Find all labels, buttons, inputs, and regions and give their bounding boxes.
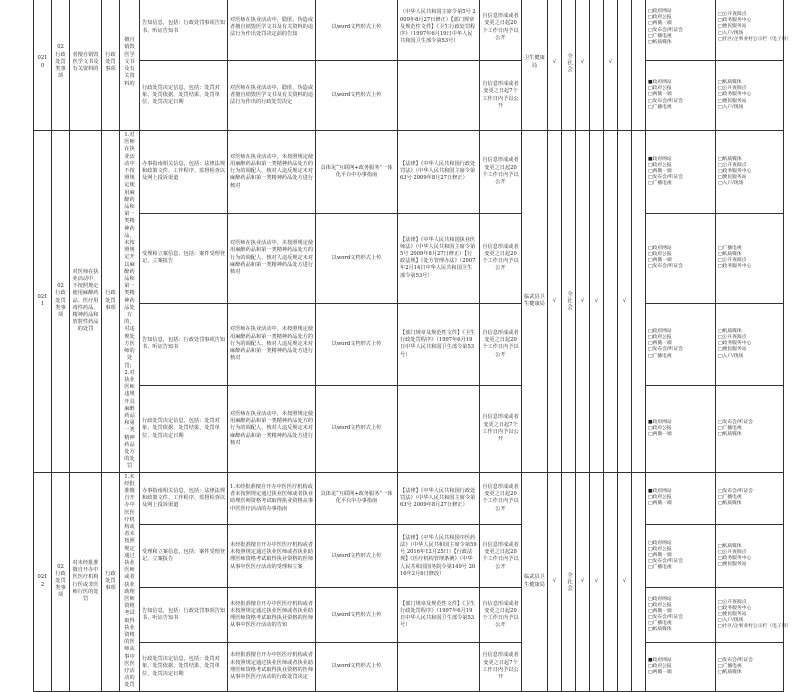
check-mark: √ bbox=[590, 131, 604, 473]
item-subtitle: 1.对医师在执业活动中不按照规定使用麻醉药品和第一类精神药品，未按照规定开具麻醉药品和第一类精神药品处方的，对违规处方医师的处罚；2.对执业医师违规开具麻醉药品和第一类精神药品处方的处罚 bbox=[120, 131, 140, 473]
channel-option: □政府网站 bbox=[648, 245, 672, 251]
channel-option: □入户/现场 bbox=[718, 104, 744, 110]
basis-cell: 对医师在执业活动中，未按照规定使用麻醉药品和第一类精神药品处方的行为的调配人、核对人违反规定未对麻醉药品和第一类精神药品处方进行核对 bbox=[228, 386, 316, 472]
law-cell bbox=[398, 643, 480, 691]
basis-cell: 对医师在执业活动中，未按照规定使用麻醉药品和第一类精神药品处方的行为的调配人、核对人违反规定未对麻醉药品和第一类精神药品处方进行核对 bbox=[228, 303, 316, 386]
item-title: 者擅自销毁医学文书及有关资料的 bbox=[70, 0, 102, 131]
channel-option: □纸质媒体 bbox=[718, 669, 742, 675]
time-cell: 自信息形成或者变更之日起20个工作日内予以公开 bbox=[480, 472, 522, 525]
channel-option: ■政府网站 bbox=[648, 156, 672, 162]
channel-option: □广播电视 bbox=[648, 353, 672, 359]
channel-option: □发布会/听证会 bbox=[648, 98, 683, 104]
item-id: 0210 bbox=[34, 0, 52, 131]
channel-option: □广播电视 bbox=[648, 621, 672, 627]
channel-option: □发布会/听证会 bbox=[718, 657, 753, 663]
channel-option: □政务服务中心 bbox=[718, 556, 752, 562]
channel-list bbox=[716, 643, 784, 691]
channel-option: □政务服务中心 bbox=[718, 92, 752, 98]
channel-option: □政务服务中心 bbox=[718, 168, 752, 174]
check-mark: √ bbox=[548, 472, 562, 691]
target-label: 全社会 bbox=[566, 52, 573, 73]
time-cell: 自信息形成或者变更之日起20个工作日内予以公开 bbox=[480, 0, 522, 61]
channel-list bbox=[716, 213, 784, 303]
channel-option: □纸质媒体 bbox=[718, 156, 742, 162]
law-cell: 【法律】《中华人民共和国行政处罚法》（中华人民共和国主席令第63号 2009年8月27日修正） bbox=[398, 472, 480, 525]
check-mark: √ bbox=[576, 472, 590, 691]
item-category: 02 行政处罚类事项 bbox=[52, 472, 70, 691]
dept-cell: 卫生健康局 bbox=[522, 0, 548, 131]
channel-option: □公开查阅点 bbox=[718, 12, 747, 18]
channel-option: □政务服务中心 bbox=[718, 18, 752, 24]
channel-list bbox=[716, 588, 792, 643]
info-cell: 受理和立案信息，包括：案件受理登记、立案报告 bbox=[140, 213, 228, 303]
item-title: 对医师在执业活动中，不按照规定使用麻醉药品、医疗用毒性药品、精神药品和放射性药品的处罚 bbox=[70, 131, 102, 473]
channel-option: □两微一端 bbox=[648, 609, 672, 615]
channel-option: □政府公报 bbox=[648, 547, 672, 553]
channel-option: □两微一端 bbox=[648, 669, 672, 675]
empty-cell bbox=[632, 131, 646, 473]
empty-cell bbox=[604, 472, 618, 691]
channel-option: □纸质媒体 bbox=[648, 39, 672, 45]
channel-option: □便民服务站 bbox=[718, 347, 747, 353]
info-cell: 告知信息，包括：行政处罚事项告知书、听证告知书 bbox=[140, 588, 228, 643]
channel-option: □政府网站 bbox=[648, 541, 672, 547]
law-cell: 【部门规章及规范性文件】《卫生行政处罚程序》（1997年6月19日中华人民共和国卫生部令第53号） bbox=[398, 588, 480, 643]
channel-option: □纸质媒体 bbox=[718, 501, 742, 507]
basis-cell: 对医师在执业活动中，未按照规定使用麻醉药品和第一类精神药品处方的行为的调配人、核对人违反规定未对麻醉药品和第一类精神药品处方进行核对 bbox=[228, 213, 316, 303]
info-cell: 办事指南相关信息，包括：法律法规和政策文件、工作程序、监督检查以及网上投诉渠道 bbox=[140, 472, 228, 525]
law-cell: （中华人民共和国主席令第5号 2009年8月27日修正）【部门规章及规范性文件】《卫生行政处罚程序》（1997年6月19日中华人民共和国卫生部令第53号） bbox=[398, 0, 480, 61]
channel-option: □公开查阅点 bbox=[718, 335, 747, 341]
info-cell: 告知信息，包括：行政处罚事项告知书、听证告知书 bbox=[140, 0, 228, 61]
info-cell: 受理和立案信息，包括：案件受理登记、立案报告 bbox=[140, 525, 228, 588]
form-cell: 具体见“互联网+政务服务”一体化平台中办事指南 bbox=[316, 131, 398, 214]
channel-option: □政务服务中心 bbox=[718, 264, 752, 270]
law-cell: 【法律】《中华人民共和国执业医师法》（中华人民共和国主席令第5号 2009年8月27日修正）【行政法规】《处方管理办法》（2007年2月14日中华人民共和国卫生部令第53号） bbox=[398, 213, 480, 303]
basis-cell: 对医师在执业活动中，隐匿、伪造或者擅自销毁医学文书及有关资料的违法行为作出的行政处罚决定 bbox=[228, 61, 316, 131]
channel-list bbox=[716, 472, 784, 525]
channel-list bbox=[646, 61, 716, 131]
channel-option: □便民服务站 bbox=[718, 562, 747, 568]
channel-option: □发布会/听证会 bbox=[648, 559, 683, 565]
form-cell: 以word文档形式上传 bbox=[316, 643, 398, 691]
item-type: 行政处罚事项 bbox=[102, 131, 120, 473]
channel-option: □两微一端 bbox=[648, 258, 672, 264]
form-cell: 具体见“互联网+政务服务”一体化平台中办事指南 bbox=[316, 472, 398, 525]
channel-option: □政府网站 bbox=[648, 9, 672, 15]
form-cell: 以word文档形式上传 bbox=[316, 61, 398, 131]
info-cell: 行政处罚决定信息，包括：处罚对象、处罚依据、处罚结果、处罚单位、处罚决定日期 bbox=[140, 386, 228, 472]
form-cell: 以word文档形式上传 bbox=[316, 0, 398, 61]
channel-option: □公开查阅点 bbox=[718, 162, 747, 168]
channel-option: □广播电视 bbox=[648, 104, 672, 110]
channel-option: □政府公报 bbox=[648, 252, 672, 258]
table-row bbox=[34, 386, 784, 472]
empty-cell bbox=[604, 131, 618, 473]
channel-option: □两微一端 bbox=[648, 92, 672, 98]
channel-option: ■政府网站 bbox=[648, 657, 672, 663]
channel-option: □纸质媒体 bbox=[718, 80, 742, 86]
channel-option: □公开查阅点 bbox=[718, 86, 747, 92]
channel-option: □政务服务中心 bbox=[718, 606, 752, 612]
time-cell: 自信息形成或者变更之日起7个工作日内予以公开 bbox=[480, 643, 522, 691]
channel-option: □政府公报 bbox=[648, 425, 672, 431]
form-cell: 以word文档形式上传 bbox=[316, 303, 398, 386]
channel-option: □公开查阅点 bbox=[718, 600, 747, 606]
channel-option: □广播电视 bbox=[648, 33, 672, 39]
channel-list bbox=[716, 386, 784, 472]
info-cell: 告知信息，包括：行政处罚事项告知书、听证告知书 bbox=[140, 303, 228, 386]
empty-cell bbox=[618, 0, 632, 131]
channel-option: □发布会/听证会 bbox=[718, 489, 753, 495]
law-cell bbox=[398, 386, 480, 472]
channel-option: □社区/企事业村公示栏（电子屏） bbox=[718, 36, 792, 42]
item-type: 行政处罚事项 bbox=[102, 0, 120, 131]
channel-option: □政府公报 bbox=[648, 15, 672, 21]
channel-option: □便民服务站 bbox=[718, 24, 747, 30]
check-mark: √ bbox=[548, 131, 562, 473]
time-cell: 自信息形成或者变更之日起20个工作日内予以公开 bbox=[480, 303, 522, 386]
channel-option: □发布会/听证会 bbox=[648, 615, 683, 621]
time-cell: 自信息形成或者变更之日起20个工作日内予以公开 bbox=[480, 131, 522, 214]
channel-option: □政府公报 bbox=[648, 86, 672, 92]
table-row bbox=[34, 588, 784, 643]
basis-cell: 未经批准擅自开办中医医疗机构或者未按照规定通过执业医师或者执业助理医师资格考试取得执业资格的医师从事中医医疗活动的受理和立案 bbox=[228, 525, 316, 588]
form-cell: 以word文档形式上传 bbox=[316, 525, 398, 588]
table-row bbox=[34, 643, 784, 691]
channel-option: □公开查阅点 bbox=[718, 550, 747, 556]
channel-option: ■政府网站 bbox=[648, 80, 672, 86]
channel-option: □两微一端 bbox=[648, 431, 672, 437]
check-mark: √ bbox=[548, 0, 562, 131]
basis-cell: 未经批准擅自开办中医医疗机构或者未按照规定通过执业医师或者执业助理医师资格考试取得执业资格的医师从事中医医疗活动的行政处罚决定 bbox=[228, 643, 316, 691]
check-mark: √ bbox=[590, 472, 604, 691]
channel-option: □广播电视 bbox=[718, 663, 742, 669]
info-cell: 办事指南相关信息，包括：法律法规和政策文件、工作程序、监督检查以及网上投诉渠道 bbox=[140, 131, 228, 214]
channel-option: □公开查阅点 bbox=[718, 258, 747, 264]
channel-option: □广播电视 bbox=[718, 245, 742, 251]
channel-option: □纸质媒体 bbox=[648, 627, 672, 633]
time-cell: 自信息形成或者变更之日起20个工作日内予以公开 bbox=[480, 588, 522, 643]
channel-list bbox=[646, 303, 716, 386]
item-id: 0211 bbox=[34, 131, 52, 473]
channel-option: □入户/现场 bbox=[718, 180, 744, 186]
channel-option: □政府网站 bbox=[648, 329, 672, 335]
channel-list bbox=[716, 131, 784, 214]
target-cell bbox=[562, 0, 576, 131]
table-row bbox=[34, 0, 784, 61]
channel-list bbox=[646, 643, 716, 691]
table-row bbox=[34, 525, 784, 588]
channel-option: □入户/现场 bbox=[718, 618, 744, 624]
channel-list bbox=[716, 0, 792, 61]
table-row bbox=[34, 303, 784, 386]
info-cell: 行政处罚决定信息，包括：处罚对象、处罚依据、处罚结果、处罚单位、处罚决定日期 bbox=[140, 61, 228, 131]
form-cell: 以word文档形式上传 bbox=[316, 386, 398, 472]
item-subtitle: 擅自销毁医学文书及有关资料的 bbox=[120, 0, 140, 131]
channel-option: □纸质媒体 bbox=[718, 329, 742, 335]
channel-list bbox=[646, 131, 716, 214]
channel-option: ■政府网站 bbox=[648, 489, 672, 495]
item-category: 02 行政处罚类事项 bbox=[52, 131, 70, 473]
channel-option: □社区/企事业村公示栏（电子屏） bbox=[718, 624, 792, 630]
channel-option: □广播电视 bbox=[648, 565, 672, 571]
channel-list bbox=[646, 472, 716, 525]
form-cell: 以word文档形式上传 bbox=[316, 588, 398, 643]
item-subtitle: 1.未经批准擅自开办中医医疗机构或者未按照规定通过执业医师或者执业助理医师资格考试取得执业资格的医师从事中医医疗活动的处罚 bbox=[120, 472, 140, 691]
channel-option: □政府公报 bbox=[648, 495, 672, 501]
check-mark: √ bbox=[576, 0, 590, 131]
channel-option: □发布会/听证会 bbox=[648, 27, 683, 33]
channel-option: □政府网站 bbox=[648, 596, 672, 602]
table-row bbox=[34, 213, 784, 303]
basis-cell: 未经批准擅自开办中医医疗机构或者未按照规定通过执业医师或者执业助理医师资格考试取得执业资格的医师从事中医医疗活动的告知 bbox=[228, 588, 316, 643]
item-id: 0212 bbox=[34, 472, 52, 691]
channel-option: □便民服务站 bbox=[718, 174, 747, 180]
channel-option: □纸质媒体 bbox=[718, 544, 742, 550]
dept-cell: 临武县卫生健康局 bbox=[522, 472, 548, 691]
channel-option: □入户/现场 bbox=[718, 353, 744, 359]
empty-cell bbox=[590, 0, 604, 131]
target-label: 全社会 bbox=[566, 571, 573, 592]
basis-cell: 对医师在执业活动中，未按照规定使用麻醉药品和第一类精神药品处方的行为的调配人、核对人违反规定未对麻醉药品和第一类精神药品处方进行核对 bbox=[228, 131, 316, 214]
item-title: 对未经批准擅自开办中医医疗机构行医或非医师行医的处罚 bbox=[70, 472, 102, 691]
channel-option: □发布会/听证会 bbox=[718, 419, 753, 425]
channel-option: □两微一端 bbox=[648, 341, 672, 347]
channel-list bbox=[646, 525, 716, 588]
channel-list bbox=[646, 588, 716, 643]
law-cell: 【部门规章及规范性文件】《卫生行政处罚程序》（1997年6月19日中华人民共和国卫生部令第53号） bbox=[398, 303, 480, 386]
time-cell: 自信息形成或者变更之日起20个工作日内予以公开 bbox=[480, 213, 522, 303]
channel-list bbox=[646, 0, 716, 61]
target-cell bbox=[562, 472, 576, 691]
channel-option: □发布会/听证会 bbox=[648, 347, 683, 353]
channel-list bbox=[716, 61, 784, 131]
basis-cell: 对医师在执业活动中，隐匿、伪造或者擅自销毁医学文书及有关资料的违法行为作出处罚决定前的告知 bbox=[228, 0, 316, 61]
channel-list bbox=[716, 525, 784, 588]
channel-option: □纸质媒体 bbox=[718, 431, 742, 437]
channel-option: □两微一端 bbox=[648, 21, 672, 27]
channel-option: □政府公报 bbox=[648, 663, 672, 669]
table-row bbox=[34, 61, 784, 131]
item-type: 行政处罚事项 bbox=[102, 472, 120, 691]
law-cell bbox=[398, 61, 480, 131]
check-mark: √ bbox=[618, 472, 632, 691]
form-cell: 以word文档形式上传 bbox=[316, 213, 398, 303]
channel-option: □便民服务站 bbox=[718, 98, 747, 104]
channel-option: □政府公报 bbox=[648, 603, 672, 609]
info-cell: 行政处罚决定信息，包括：处罚对象、处罚依据、处罚结果、处罚单位、处罚决定日期 bbox=[140, 643, 228, 691]
check-mark: √ bbox=[618, 131, 632, 473]
channel-option: □广播电视 bbox=[718, 495, 742, 501]
channel-option: □广播电视 bbox=[718, 425, 742, 431]
channel-option: □两微一端 bbox=[648, 501, 672, 507]
check-mark: √ bbox=[576, 131, 590, 473]
law-cell: 【法律】《中华人民共和国行政处罚法》（中华人民共和国主席令第63号 2009年8月27日修正） bbox=[398, 131, 480, 214]
channel-option: □发布会/听证会 bbox=[648, 174, 683, 180]
channel-option: □广播电视 bbox=[648, 180, 672, 186]
channel-option: ■政府网站 bbox=[648, 419, 672, 425]
channel-option: □入户/现场 bbox=[718, 30, 744, 36]
target-label: 全社会 bbox=[566, 291, 573, 312]
dept-cell: 临武县卫生健康局 bbox=[522, 131, 548, 473]
channel-option: □发布会/听证会 bbox=[648, 264, 683, 270]
channel-option: □两微一端 bbox=[648, 553, 672, 559]
check-mark: √ bbox=[604, 0, 618, 131]
channel-option: □政务服务中心 bbox=[718, 341, 752, 347]
channel-list bbox=[646, 213, 716, 303]
time-cell: 自信息形成或者变更之日起7个工作日内予以公开 bbox=[480, 386, 522, 472]
time-cell: 自信息形成或者变更之日起20个工作日内予以公开 bbox=[480, 525, 522, 588]
channel-option: □政府公报 bbox=[648, 162, 672, 168]
law-cell: 【法律】《中华人民共和国中医药法》（中华人民共和国主席令第59号 2016年12月25日）【行政法规】《医疗机构管理条例》（中华人民共和国国务院令第149号 2016年2月6日修改） bbox=[398, 525, 480, 588]
channel-option: □两微一端 bbox=[648, 168, 672, 174]
table-row bbox=[34, 131, 784, 214]
channel-option: □纸质媒体 bbox=[718, 252, 742, 258]
empty-cell bbox=[632, 0, 646, 131]
item-category: 02 行政处罚类事项 bbox=[52, 0, 70, 131]
channel-option: □政府公报 bbox=[648, 335, 672, 341]
time-cell: 自信息形成或者变更之日起7个工作日内予以公开 bbox=[480, 61, 522, 131]
disclosure-table bbox=[33, 0, 792, 692]
table-row bbox=[34, 472, 784, 525]
empty-cell bbox=[632, 472, 646, 691]
basis-cell: 1.未经批准擅自开办中医医疗机构或者未按照规定通过执业医师或者执业助理医师资格考试取得执业资格从事中医医疗活动的办事指南 bbox=[228, 472, 316, 525]
target-cell bbox=[562, 131, 576, 473]
channel-option: □便民服务站 bbox=[718, 612, 747, 618]
channel-list bbox=[716, 303, 784, 386]
channel-list bbox=[646, 386, 716, 472]
